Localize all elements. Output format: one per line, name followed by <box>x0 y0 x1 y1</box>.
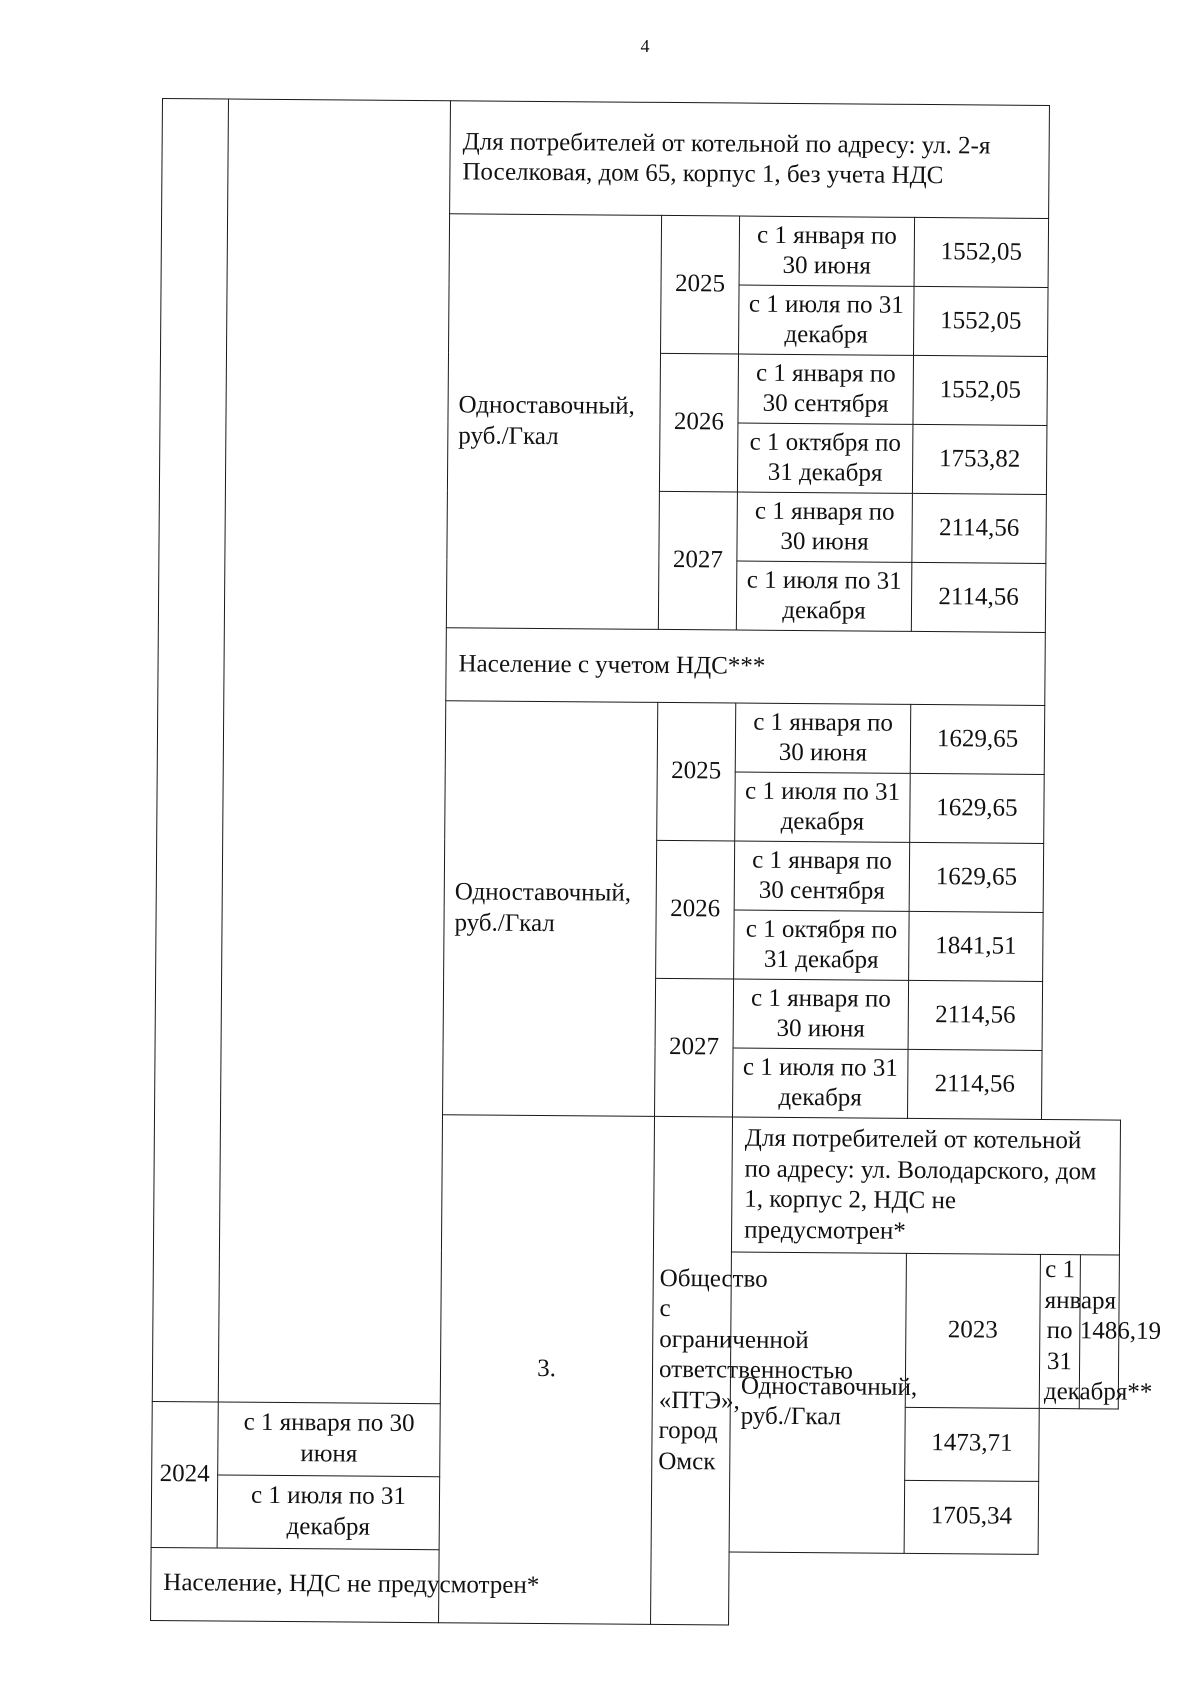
value-cell: 1753,82 <box>912 424 1047 494</box>
table-row <box>151 1547 1118 1628</box>
value-cell: 1629,65 <box>909 842 1044 912</box>
period-cell: с 1 июля по 31 декабря <box>217 1474 440 1549</box>
period-cell: с 1 января по 30 июня <box>739 216 915 286</box>
section-header: Население с учетом НДС*** <box>446 628 1046 706</box>
period-cell: с 1 января по 31 декабря** <box>1039 1254 1080 1408</box>
value-cell: 2114,56 <box>911 562 1046 632</box>
row-number: 3. <box>439 1115 655 1624</box>
tariff-type-label: Одноставочный, руб./Гкал <box>443 701 658 1117</box>
organization-cell <box>218 99 450 1403</box>
period-cell: с 1 января по 30 июня <box>735 703 911 773</box>
value-cell: 1473,71 <box>905 1407 1040 1481</box>
period-cell: с 1 июля по 31 декабря <box>735 772 911 842</box>
period-cell: с 1 января по 30 июня <box>218 1401 441 1476</box>
value-cell: 1552,05 <box>914 286 1049 356</box>
period-cell: с 1 июля по 31 декабря <box>739 285 915 355</box>
page-number: 4 <box>640 36 650 56</box>
year-cell: 2027 <box>658 491 737 630</box>
year-cell: 2024 <box>151 1401 218 1548</box>
period-cell: с 1 июля по 31 декабря <box>736 561 912 631</box>
value-cell: 2114,56 <box>908 980 1043 1050</box>
period-cell: с 1 июля по 31 декабря <box>733 1048 909 1118</box>
period-cell: с 1 января по 30 сентября <box>738 354 914 424</box>
period-cell: с 1 октября по 31 декабря <box>737 423 913 493</box>
section-header: Для потребителей от котельной по адресу: ул. Володарского, дом 1, корпус 2, НДС не предусмотрен* <box>731 1117 1120 1255</box>
organization-name: Общество с ограниченной ответственностью «ПТЭ», город Омск <box>651 1116 733 1624</box>
value-cell: 1629,65 <box>910 704 1045 774</box>
period-cell: с 1 января по 30 сентября <box>734 841 910 911</box>
value-cell: 1841,51 <box>909 911 1044 981</box>
tariff-type-label: Одноставочный, руб./Гкал <box>729 1252 906 1553</box>
value-cell: 2114,56 <box>908 1049 1043 1119</box>
value-cell: 2114,56 <box>912 493 1047 563</box>
section-header: Население, НДС не предусмотрен* <box>151 1547 730 1625</box>
value-cell: 1705,34 <box>904 1480 1039 1554</box>
year-cell: 2023 <box>905 1253 1040 1408</box>
tariff-type-label: Одноставочный, руб./Гкал <box>446 214 661 630</box>
value-cell: 1486,19 <box>1079 1255 1120 1409</box>
value-cell: 1629,65 <box>910 773 1045 843</box>
period-cell: с 1 января по 30 июня <box>737 492 913 562</box>
table-row <box>162 99 1129 220</box>
year-cell: 2026 <box>659 353 738 492</box>
year-cell: 2025 <box>657 702 736 841</box>
year-cell: 2027 <box>655 978 734 1117</box>
value-cell: 1552,05 <box>914 217 1049 287</box>
section-header: Для потребителей от котельной по адресу: ул. 2-я Поселковая, дом 65, корпус 1, без учета НДС <box>450 101 1050 219</box>
tariff-table <box>150 98 1162 1628</box>
period-cell: с 1 октября по 31 декабря <box>734 910 910 980</box>
year-cell: 2026 <box>656 840 735 979</box>
year-cell: 2025 <box>661 215 740 354</box>
value-cell: 1552,05 <box>913 355 1048 425</box>
row-number-cell <box>152 99 228 1402</box>
period-cell: с 1 января по 30 июня <box>733 979 909 1049</box>
